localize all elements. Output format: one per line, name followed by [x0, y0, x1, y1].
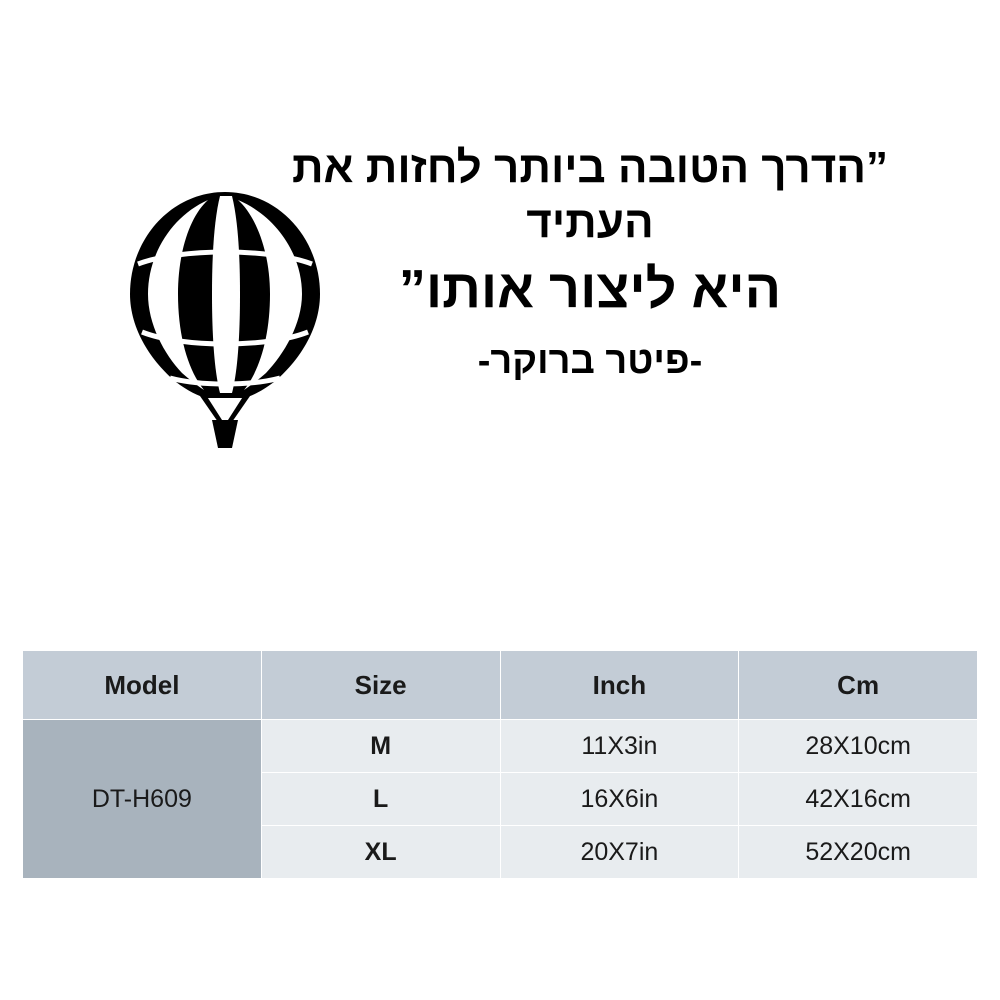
quote-line-2: היא ליצור אותו” [398, 259, 782, 319]
size-table [22, 650, 978, 879]
column-header-cm: Cm [739, 651, 978, 720]
quote-block [240, 140, 940, 383]
column-header-size: Size [261, 651, 500, 720]
cm-cell: 52X20cm [739, 826, 978, 879]
quote-author: -פיטר ברוקר- [477, 340, 703, 383]
cm-cell: 42X16cm [739, 773, 978, 826]
size-cell: M [261, 720, 500, 773]
table-row [23, 720, 978, 773]
inch-cell: 20X7in [500, 826, 739, 879]
table-header-row [23, 651, 978, 720]
model-cell: DT-H609 [23, 720, 262, 879]
inch-cell: 11X3in [500, 720, 739, 773]
column-header-model: Model [23, 651, 262, 720]
cm-cell: 28X10cm [739, 720, 978, 773]
size-cell: XL [261, 826, 500, 879]
quote-line-1: ”הדרך הטובה ביותר לחזות את העתיד [291, 143, 889, 247]
column-header-inch: Inch [500, 651, 739, 720]
inch-cell: 16X6in [500, 773, 739, 826]
size-cell: L [261, 773, 500, 826]
